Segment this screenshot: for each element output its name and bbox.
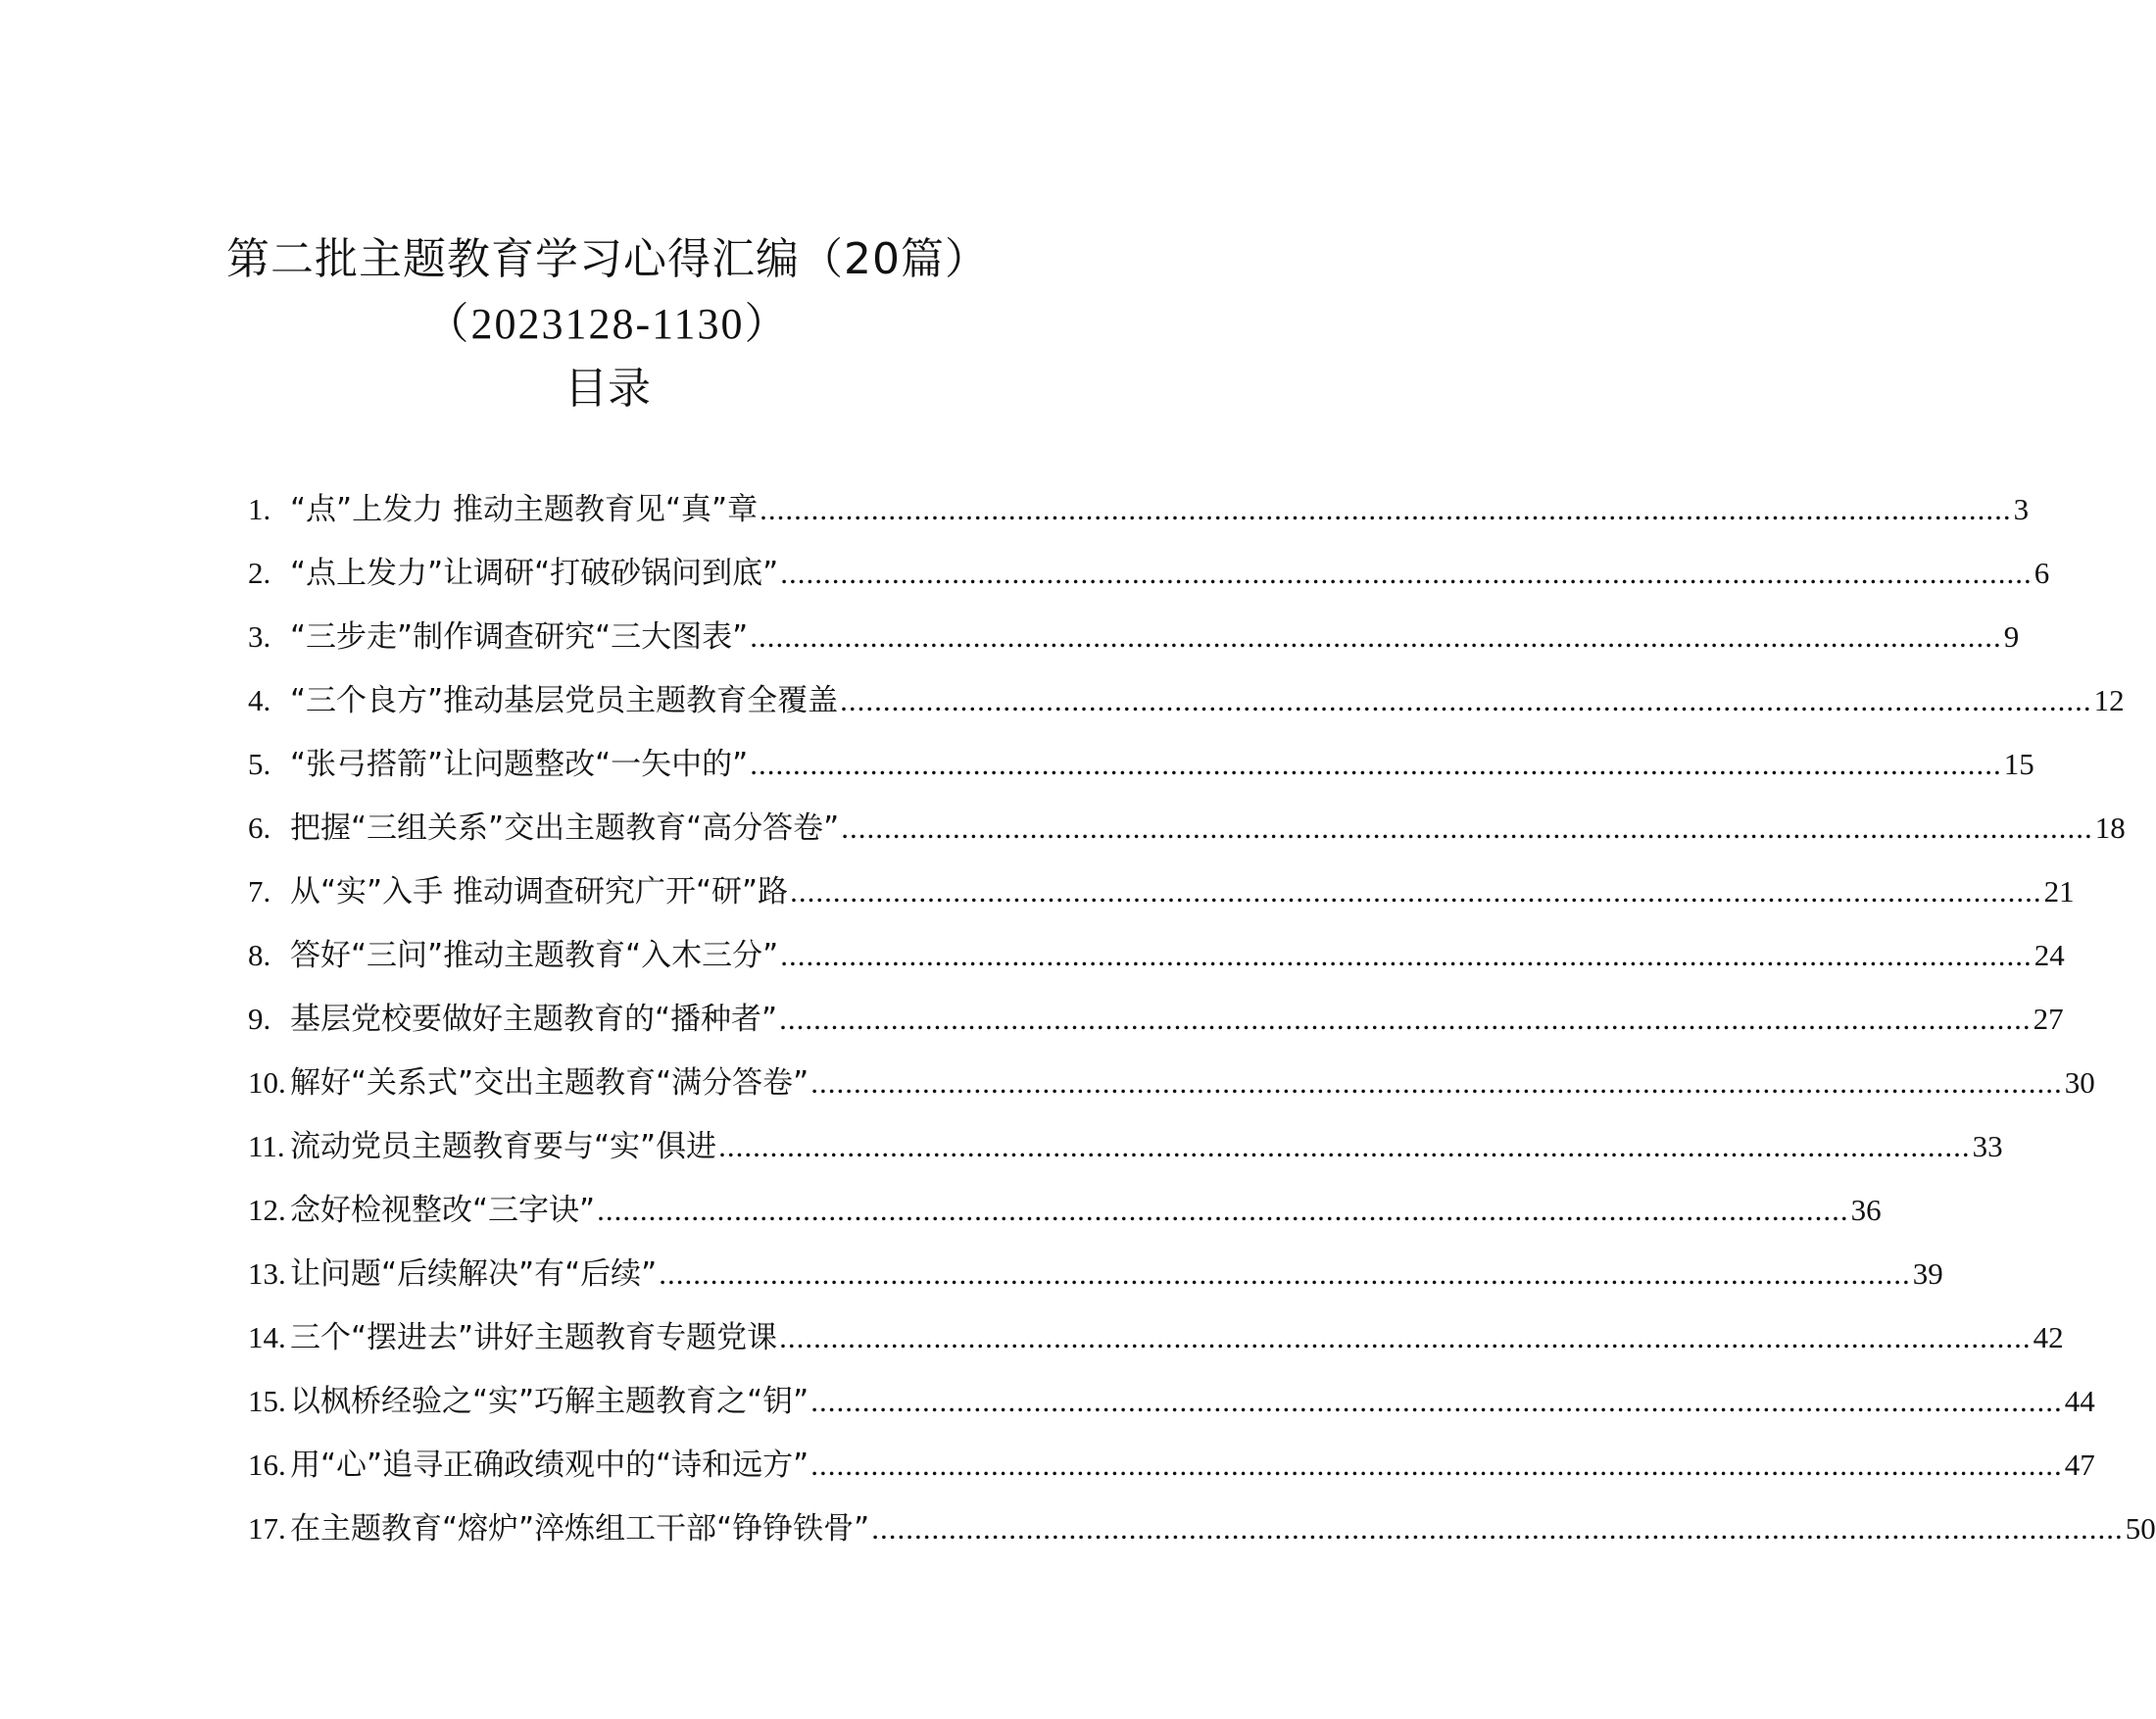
toc-entry[interactable] xyxy=(248,548,2050,612)
toc-entry[interactable] xyxy=(248,484,2030,548)
toc-entry-page-number: 24 xyxy=(2034,938,2065,972)
toc-entry[interactable] xyxy=(248,1440,2095,1503)
toc-dot-leader xyxy=(750,619,2002,655)
toc-dot-leader xyxy=(779,1320,2032,1355)
toc-entry[interactable] xyxy=(248,1121,2003,1185)
toc-dot-leader xyxy=(750,747,2002,782)
toc-entry-page-number: 42 xyxy=(2033,1320,2064,1354)
toc-entry-number: 17. xyxy=(248,1511,286,1546)
toc-dot-leader xyxy=(840,683,2092,718)
toc-entry-number: 9. xyxy=(248,1002,271,1036)
toc-entry[interactable] xyxy=(248,1376,2095,1440)
toc-entry-title: 答好“三问”推动主题教育“入木三分” xyxy=(290,938,779,973)
toc-entry-page-number: 9 xyxy=(2003,619,2020,654)
toc-entry-number: 6. xyxy=(248,810,271,845)
toc-dot-leader xyxy=(810,1384,2063,1419)
toc-dot-leader xyxy=(659,1256,1911,1292)
toc-entry-number: 1. xyxy=(248,492,271,526)
toc-entry-number: 10. xyxy=(248,1065,286,1100)
title-block xyxy=(0,227,1215,421)
toc-entry-number: 4. xyxy=(248,683,271,717)
toc-entry-number: 7. xyxy=(248,874,271,909)
toc-entry-page-number: 18 xyxy=(2094,810,2126,845)
toc-entry-number: 16. xyxy=(248,1448,286,1482)
toc-entry[interactable] xyxy=(248,675,2125,739)
toc-entry-title: “点上发力”让调研“打破砂锅问到底” xyxy=(290,556,779,591)
toc-entry-title: “点”上发力 推动主题教育见“真”章 xyxy=(290,492,759,527)
toc-entry-number: 8. xyxy=(248,938,271,972)
toc-entry[interactable] xyxy=(248,930,2065,994)
toc-entry-page-number: 39 xyxy=(1912,1256,1943,1291)
toc-entry-number: 14. xyxy=(248,1320,286,1354)
toc-entry[interactable] xyxy=(248,803,2126,866)
toc-entry-title: 念好检视整改“三字诀” xyxy=(290,1193,596,1228)
toc-entry-title: 从“实”入手 推动调查研究广开“研”路 xyxy=(290,874,789,909)
toc-entry[interactable] xyxy=(248,994,2064,1057)
toc-entry-page-number: 27 xyxy=(2033,1002,2064,1036)
toc-entry-title: 以枫桥经验之“实”巧解主题教育之“钥” xyxy=(290,1384,809,1419)
toc-dot-leader xyxy=(790,874,2042,909)
toc-entry[interactable] xyxy=(248,612,2020,675)
toc-entry-title: “三步走”制作调查研究“三大图表” xyxy=(290,619,749,655)
toc-entry-title: 基层党校要做好主题教育的“播种者” xyxy=(290,1002,778,1037)
toc-dot-leader xyxy=(780,556,2033,591)
toc-dot-leader xyxy=(810,1065,2063,1101)
toc-entry-page-number: 21 xyxy=(2043,874,2075,909)
toc-entry-page-number: 6 xyxy=(2034,556,2050,590)
toc-entry-title: 用“心”追寻正确政绩观中的“诗和远方” xyxy=(290,1448,809,1483)
toc-entry-number: 11. xyxy=(248,1129,285,1163)
toc-dot-leader xyxy=(780,938,2033,973)
toc-entry-page-number: 15 xyxy=(2003,747,2034,781)
toc-dot-leader xyxy=(718,1129,1971,1164)
toc-entry-number: 12. xyxy=(248,1193,286,1227)
toc-entry-title: “三个良方”推动基层党员主题教育全覆盖 xyxy=(290,683,839,718)
toc-entry-title: 把握“三组关系”交出主题教育“高分答卷” xyxy=(290,810,840,846)
toc-entry-page-number: 36 xyxy=(1850,1193,1882,1227)
toc-entry-page-number: 50 xyxy=(2125,1511,2156,1546)
toc-entry-page-number: 3 xyxy=(2013,492,2030,526)
toc-entry-page-number: 30 xyxy=(2064,1065,2095,1100)
toc-entry[interactable] xyxy=(248,1312,2064,1376)
toc-entry-page-number: 12 xyxy=(2093,683,2125,717)
toc-dot-leader xyxy=(597,1193,1849,1228)
toc-entry-page-number: 33 xyxy=(1972,1129,2003,1163)
toc-entry-title: 流动党员主题教育要与“实”俱进 xyxy=(290,1129,717,1164)
toc-entry-number: 2. xyxy=(248,556,271,590)
toc-entry-page-number: 44 xyxy=(2064,1384,2095,1418)
table-of-contents xyxy=(248,484,2156,1567)
toc-entry-title: 解好“关系式”交出主题教育“满分答卷” xyxy=(290,1065,809,1101)
document-subtitle: （2023128-1130） xyxy=(425,300,790,348)
toc-entry-number: 3. xyxy=(248,619,271,654)
toc-dot-leader xyxy=(871,1511,2124,1547)
toc-dot-leader xyxy=(810,1448,2063,1483)
toc-entry[interactable] xyxy=(248,866,2075,930)
toc-entry[interactable] xyxy=(248,1185,1882,1249)
toc-entry-number: 5. xyxy=(248,747,271,781)
toc-dot-leader xyxy=(760,492,2012,527)
document-title: 第二批主题教育学习心得汇编（20篇） xyxy=(226,234,989,284)
toc-entry-number: 13. xyxy=(248,1256,286,1291)
toc-entry[interactable] xyxy=(248,1249,1943,1312)
toc-entry-title: 让问题“后续解决”有“后续” xyxy=(290,1256,658,1292)
toc-entry[interactable] xyxy=(248,739,2034,803)
toc-entry-number: 15. xyxy=(248,1384,286,1418)
toc-entry-title: 在主题教育“熔炉”淬炼组工干部“铮铮铁骨” xyxy=(290,1511,870,1547)
toc-entry[interactable] xyxy=(248,1503,2156,1567)
toc-entry-title: “张弓搭箭”让问题整改“一矢中的” xyxy=(290,747,749,782)
toc-entry-title: 三个“摆进去”讲好主题教育专题党课 xyxy=(290,1320,778,1355)
toc-dot-leader xyxy=(779,1002,2032,1037)
toc-entry[interactable] xyxy=(248,1057,2095,1121)
toc-dot-leader xyxy=(841,810,2093,846)
toc-entry-page-number: 47 xyxy=(2064,1448,2095,1482)
toc-heading: 目录 xyxy=(564,364,651,414)
